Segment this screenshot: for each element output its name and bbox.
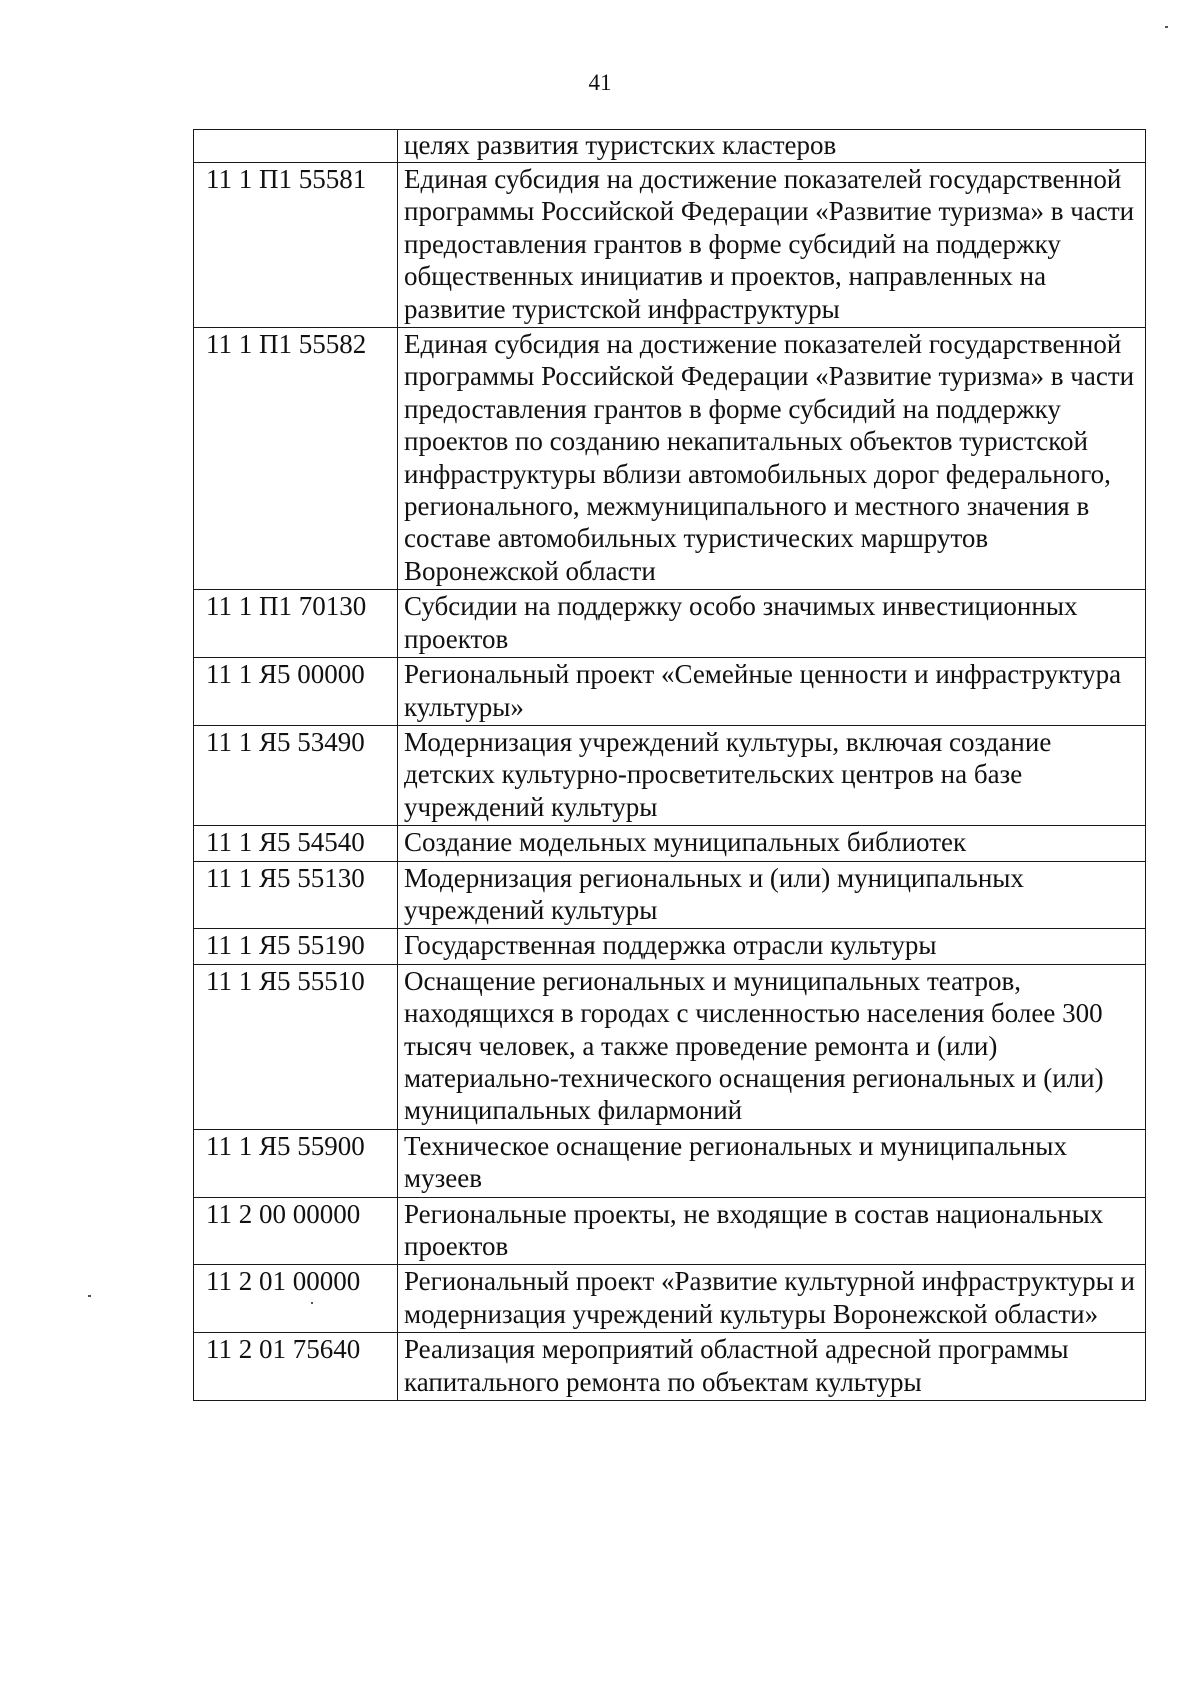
expense-description: Техническое оснащение региональных и муниципальных музеев (398, 1129, 1146, 1197)
classification-code: 11 1 Я5 55130 (194, 861, 398, 929)
expense-description: Реализация мероприятий областной адресной программы капитального ремонта по объектам культуры (398, 1333, 1146, 1401)
classification-code: 11 1 Я5 00000 (194, 658, 398, 726)
table-row (194, 1129, 1146, 1197)
classification-code: 11 1 Я5 55190 (194, 929, 398, 964)
expense-description: Региональный проект «Семейные ценности и инфраструктура культуры» (398, 658, 1146, 726)
table-row (194, 1197, 1146, 1265)
scan-speck (1165, 26, 1168, 28)
classification-code: 11 1 П1 55582 (194, 328, 398, 590)
classification-code: 11 2 00 00000 (194, 1197, 398, 1265)
expense-description: Единая субсидия на достижение показателей государственной программы Российской Федерации «Развитие туризма» в части предоставления грантов в форме субсидий на поддержку общественных инициатив и проектов, направленных на развитие туристской инфраструктуры (398, 163, 1146, 328)
expense-description: Региональный проект «Развитие культурной инфраструктуры и модернизация учреждений культуры Воронежской области» (398, 1265, 1146, 1333)
classification-code: 11 1 П1 55581 (194, 163, 398, 328)
table-row (194, 328, 1146, 590)
expense-description: Единая субсидия на достижение показателей государственной программы Российской Федерации «Развитие туризма» в части предоставления грантов в форме субсидий на поддержку проектов по созданию некапитальных объектов туристской инфраструктуры вблизи автомобильных дорог федерального, регионального, межмуниципального и местного значения в составе автомобильных туристических маршрутов Воронежской области (398, 328, 1146, 590)
expense-description: целях развития туристских кластеров (398, 130, 1146, 163)
table-row (194, 1265, 1146, 1333)
expense-description: Модернизация региональных и (или) муниципальных учреждений культуры (398, 861, 1146, 929)
expense-description: Государственная поддержка отрасли культуры (398, 929, 1146, 964)
table-row (194, 658, 1146, 726)
classification-code: 11 2 01 00000 (194, 1265, 398, 1333)
expense-description: Модернизация учреждений культуры, включая создание детских культурно-просветительских центров на базе учреждений культуры (398, 725, 1146, 825)
classification-code (194, 130, 398, 163)
table-row (194, 929, 1146, 964)
table-row (194, 1333, 1146, 1401)
expense-description: Региональные проекты, не входящие в состав национальных проектов (398, 1197, 1146, 1265)
classification-code: 11 1 Я5 54540 (194, 826, 398, 861)
expense-description: Создание модельных муниципальных библиотек (398, 826, 1146, 861)
scan-speck (88, 1295, 91, 1297)
table-row (194, 163, 1146, 328)
budget-classification-table (193, 129, 1146, 1401)
table-row (194, 964, 1146, 1129)
expense-description: Субсидии на поддержку особо значимых инвестиционных проектов (398, 590, 1146, 658)
table-row (194, 826, 1146, 861)
classification-code: 11 2 01 75640 (194, 1333, 398, 1401)
classification-code: 11 1 П1 70130 (194, 590, 398, 658)
expense-description: Оснащение региональных и муниципальных театров, находящихся в городах с численностью населения более 300 тысяч человек, а также проведение ремонта и (или) материально-технического оснащения региональных и (или) муниципальных филармоний (398, 964, 1146, 1129)
table-row (194, 725, 1146, 825)
page-number: 41 (588, 70, 612, 95)
classification-code: 11 1 Я5 55900 (194, 1129, 398, 1197)
table-row (194, 130, 1146, 163)
table-row (194, 861, 1146, 929)
classification-code: 11 1 Я5 55510 (194, 964, 398, 1129)
classification-code: 11 1 Я5 53490 (194, 725, 398, 825)
table-row (194, 590, 1146, 658)
